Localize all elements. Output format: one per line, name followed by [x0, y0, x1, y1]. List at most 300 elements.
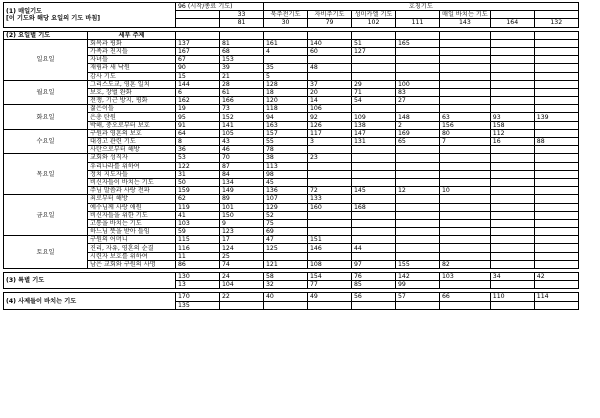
value-cell — [440, 236, 491, 244]
value-cell: 83 — [396, 88, 440, 96]
value-cell: 170 — [176, 293, 220, 301]
value-cell: 134 — [220, 178, 264, 186]
litany-header: 호칭기도 — [264, 3, 579, 11]
value-cell — [352, 72, 396, 80]
value-cell: 103 — [176, 219, 220, 227]
value-cell: 90 — [176, 64, 220, 72]
value-cell — [490, 187, 534, 195]
value-cell: 100 — [396, 80, 440, 88]
empty-cell — [490, 31, 534, 39]
value-cell — [352, 170, 396, 178]
value-cell: 72 — [308, 187, 352, 195]
day-label: 금요일 — [4, 195, 88, 236]
empty-cell — [396, 31, 440, 39]
daily-prayer-title — [4, 3, 176, 28]
topic-cell: 감사 기도 — [88, 72, 176, 80]
value-cell — [396, 47, 440, 55]
value-cell: 28 — [220, 80, 264, 88]
value-cell: 106 — [308, 105, 352, 113]
header-number: 143 — [440, 19, 491, 27]
value-cell — [440, 162, 491, 170]
value-cell: 68 — [220, 47, 264, 55]
topic-cell: 죄로부터 해방 — [88, 195, 176, 203]
topic-cell: 정치 지도자들 — [88, 170, 176, 178]
value-cell — [352, 236, 396, 244]
table-row — [4, 195, 579, 203]
topic-cell: 자녀들 — [88, 56, 176, 64]
value-cell — [534, 170, 578, 178]
topic-cell: 남은 교회와 구원의 사명 — [88, 260, 176, 268]
value-cell — [440, 72, 491, 80]
value-cell — [396, 236, 440, 244]
topic-cell: 사탄으로부터 해방 — [88, 146, 176, 154]
value-cell: 118 — [264, 105, 308, 113]
value-cell: 160 — [308, 203, 352, 211]
value-cell — [352, 162, 396, 170]
value-cell: 120 — [264, 97, 308, 105]
value-cell — [308, 228, 352, 236]
value-cell — [490, 219, 534, 227]
value-cell — [534, 154, 578, 162]
table-row — [4, 138, 579, 146]
value-cell — [490, 178, 534, 186]
value-cell: 157 — [264, 129, 308, 137]
table-row — [4, 72, 579, 80]
value-cell — [440, 301, 491, 309]
value-cell — [352, 228, 396, 236]
value-cell — [490, 260, 534, 268]
value-cell — [352, 211, 396, 219]
value-cell — [490, 203, 534, 211]
value-cell: 146 — [308, 244, 352, 252]
table-row — [4, 178, 579, 186]
table-row — [4, 105, 579, 113]
value-cell: 86 — [176, 260, 220, 268]
value-cell: 13 — [176, 281, 220, 289]
value-cell — [534, 281, 578, 289]
value-cell — [440, 170, 491, 178]
value-cell: 5 — [264, 72, 308, 80]
table-row — [4, 170, 579, 178]
value-cell — [440, 64, 491, 72]
topic-cell: 재림과 새 낙원 — [88, 64, 176, 72]
value-cell: 81 — [220, 39, 264, 47]
value-cell: 124 — [220, 244, 264, 252]
value-cell: 151 — [308, 236, 352, 244]
empty-cell — [220, 31, 264, 39]
value-cell: 147 — [352, 129, 396, 137]
value-cell: 115 — [176, 236, 220, 244]
value-cell: 168 — [352, 203, 396, 211]
header-number: 81 — [220, 19, 264, 27]
value-cell — [534, 47, 578, 55]
day-label: 목요일 — [4, 154, 88, 195]
value-cell — [534, 301, 578, 309]
value-cell: 49 — [308, 293, 352, 301]
value-cell: 74 — [220, 260, 264, 268]
value-cell: 82 — [440, 260, 491, 268]
value-cell: 156 — [440, 121, 491, 129]
value-cell: 78 — [264, 146, 308, 154]
topic-cell: 시련자 보호를 위하여 — [88, 252, 176, 260]
value-cell — [308, 301, 352, 309]
day-label: 월요일 — [4, 80, 88, 105]
value-cell — [396, 162, 440, 170]
value-cell: 88 — [534, 138, 578, 146]
value-cell — [396, 228, 440, 236]
value-cell: 10 — [440, 187, 491, 195]
value-cell: 119 — [176, 203, 220, 211]
value-cell — [308, 72, 352, 80]
value-cell: 70 — [220, 154, 264, 162]
value-cell: 62 — [176, 195, 220, 203]
value-cell: 47 — [264, 236, 308, 244]
table-row — [4, 244, 579, 252]
value-cell: 167 — [176, 47, 220, 55]
value-cell — [308, 178, 352, 186]
value-cell: 162 — [176, 97, 220, 105]
value-cell — [352, 154, 396, 162]
value-cell — [534, 146, 578, 154]
value-cell — [534, 260, 578, 268]
value-cell: 32 — [264, 281, 308, 289]
value-cell — [490, 47, 534, 55]
day-label: 일요일 — [4, 39, 88, 80]
empty-cell — [440, 31, 491, 39]
value-cell: 84 — [220, 170, 264, 178]
value-cell — [490, 154, 534, 162]
value-cell — [490, 281, 534, 289]
section4-row — [4, 293, 579, 301]
value-cell: 149 — [220, 187, 264, 195]
value-cell — [440, 154, 491, 162]
value-cell: 44 — [352, 244, 396, 252]
value-cell: 9 — [220, 219, 264, 227]
value-cell: 22 — [220, 293, 264, 301]
table-row — [4, 129, 579, 137]
table-row — [4, 162, 579, 170]
value-cell: 48 — [308, 64, 352, 72]
topic-cell: 젊은이들 — [88, 105, 176, 113]
value-cell: 42 — [534, 273, 578, 281]
value-cell: 51 — [352, 39, 396, 47]
table-row — [4, 260, 579, 268]
value-cell: 8 — [176, 138, 220, 146]
value-cell — [440, 195, 491, 203]
value-cell: 105 — [220, 129, 264, 137]
value-cell — [396, 154, 440, 162]
value-cell — [396, 146, 440, 154]
header-cell — [176, 11, 220, 19]
table-row — [4, 228, 579, 236]
topic-cell: 가족과 친지들 — [88, 47, 176, 55]
value-cell — [352, 56, 396, 64]
value-cell: 37 — [308, 80, 352, 88]
value-cell — [490, 80, 534, 88]
value-cell: 67 — [176, 56, 220, 64]
value-cell: 35 — [264, 64, 308, 72]
value-cell: 34 — [490, 273, 534, 281]
value-cell — [534, 236, 578, 244]
value-cell: 12 — [396, 187, 440, 195]
value-cell — [490, 39, 534, 47]
value-cell: 140 — [308, 39, 352, 47]
value-cell — [308, 219, 352, 227]
value-cell: 63 — [440, 113, 491, 121]
value-cell — [352, 219, 396, 227]
title-line-1: (1) 매일기도 — [6, 7, 43, 15]
value-cell: 159 — [176, 187, 220, 195]
value-cell: 75 — [264, 219, 308, 227]
value-cell — [490, 56, 534, 64]
topic-cell: 하느님 뜻을 받아 들임 — [88, 228, 176, 236]
section-title: (2) 요일별 기도 — [4, 31, 88, 39]
value-cell: 85 — [352, 281, 396, 289]
value-cell — [440, 281, 491, 289]
value-cell: 125 — [264, 244, 308, 252]
value-cell — [534, 178, 578, 186]
value-cell: 89 — [220, 195, 264, 203]
value-cell — [308, 170, 352, 178]
value-cell — [308, 146, 352, 154]
value-cell: 16 — [490, 138, 534, 146]
value-cell: 107 — [264, 195, 308, 203]
topic-cell: 대경고 관련 기도 — [88, 138, 176, 146]
value-cell: 154 — [308, 273, 352, 281]
value-cell — [352, 178, 396, 186]
value-cell: 54 — [352, 97, 396, 105]
col-96-header: 96 (시작/종료 기도) — [176, 3, 264, 11]
value-cell: 150 — [220, 211, 264, 219]
value-cell — [396, 244, 440, 252]
value-cell: 144 — [176, 80, 220, 88]
value-cell — [440, 252, 491, 260]
value-cell — [490, 195, 534, 203]
value-cell: 57 — [396, 293, 440, 301]
subheader-cell: 매일 바치는 기도 — [440, 11, 491, 19]
topic-cell: 우리나라를 위하여 — [88, 162, 176, 170]
value-cell — [352, 105, 396, 113]
value-cell: 80 — [440, 129, 491, 137]
value-cell: 166 — [220, 97, 264, 105]
table-row — [4, 203, 579, 211]
value-cell: 129 — [264, 203, 308, 211]
value-cell: 17 — [220, 236, 264, 244]
value-cell — [490, 228, 534, 236]
value-cell — [534, 56, 578, 64]
value-cell: 39 — [220, 64, 264, 72]
section-2-header — [4, 31, 579, 39]
value-cell: 25 — [220, 252, 264, 260]
value-cell: 19 — [176, 105, 220, 113]
topic-cell: 예수님께 사랑 애원 — [88, 203, 176, 211]
value-cell: 101 — [220, 203, 264, 211]
value-cell — [264, 56, 308, 64]
value-cell — [264, 252, 308, 260]
value-cell: 64 — [176, 129, 220, 137]
value-cell: 139 — [534, 113, 578, 121]
topic-cell: 진리, 자유, 영혼의 순결 — [88, 244, 176, 252]
value-cell — [490, 236, 534, 244]
value-cell — [440, 219, 491, 227]
value-cell — [396, 72, 440, 80]
value-cell — [308, 211, 352, 219]
value-cell — [534, 203, 578, 211]
value-cell: 135 — [176, 301, 220, 309]
value-cell — [440, 228, 491, 236]
value-cell: 114 — [534, 293, 578, 301]
day-label: 화요일 — [4, 105, 88, 130]
value-cell: 29 — [352, 80, 396, 88]
value-cell: 163 — [264, 121, 308, 129]
value-cell — [534, 228, 578, 236]
value-cell: 99 — [396, 281, 440, 289]
value-cell: 24 — [220, 273, 264, 281]
topic-cell: 박해, 중오로부터 보호 — [88, 121, 176, 129]
topic-cell: 전쟁, 기근 방지, 평화 — [88, 97, 176, 105]
value-cell: 55 — [264, 138, 308, 146]
subheader-cell: 묵주전기도 — [264, 11, 308, 19]
table-row — [4, 187, 579, 195]
value-cell: 66 — [440, 293, 491, 301]
header-number: 30 — [264, 19, 308, 27]
value-cell — [534, 129, 578, 137]
table-row — [4, 88, 579, 96]
value-cell: 76 — [352, 273, 396, 281]
subheader-cell: 성미카엘 기도 — [352, 11, 396, 19]
value-cell: 20 — [308, 88, 352, 96]
value-cell: 148 — [396, 113, 440, 121]
value-cell: 104 — [220, 281, 264, 289]
value-cell — [490, 88, 534, 96]
day-label: 토요일 — [4, 236, 88, 269]
value-cell: 31 — [176, 170, 220, 178]
value-cell — [352, 301, 396, 309]
value-cell: 69 — [264, 228, 308, 236]
value-cell: 73 — [220, 105, 264, 113]
value-cell — [534, 219, 578, 227]
value-cell: 109 — [352, 113, 396, 121]
title-line-2: [이 기도와 해당 요일의 기도 바침] — [6, 14, 101, 22]
value-cell: 53 — [176, 154, 220, 162]
value-cell: 141 — [220, 121, 264, 129]
value-cell — [490, 211, 534, 219]
value-cell — [534, 252, 578, 260]
value-cell — [534, 105, 578, 113]
value-cell — [534, 121, 578, 129]
value-cell: 59 — [176, 228, 220, 236]
value-cell: 123 — [220, 228, 264, 236]
value-cell — [396, 301, 440, 309]
value-cell — [490, 252, 534, 260]
value-cell: 52 — [264, 211, 308, 219]
value-cell: 122 — [176, 162, 220, 170]
value-cell: 133 — [308, 195, 352, 203]
subheader-cell: 33 — [220, 11, 264, 19]
header-number: 111 — [396, 19, 440, 27]
value-cell — [352, 146, 396, 154]
value-cell — [396, 170, 440, 178]
value-cell — [308, 252, 352, 260]
value-cell: 153 — [220, 56, 264, 64]
value-cell: 61 — [220, 88, 264, 96]
header-number: 164 — [490, 19, 534, 27]
value-cell: 155 — [396, 260, 440, 268]
value-cell: 27 — [396, 97, 440, 105]
table-row — [4, 121, 579, 129]
section3-row — [4, 273, 579, 281]
topic-cell: 교회와 성직자 — [88, 154, 176, 162]
topic-cell: 비신자들을 위한 기도 — [88, 211, 176, 219]
value-cell: 128 — [264, 80, 308, 88]
value-cell — [490, 97, 534, 105]
topic-cell: 구원과 영혼의 보호 — [88, 129, 176, 137]
value-cell — [490, 105, 534, 113]
value-cell — [440, 203, 491, 211]
topic-cell: 그리스도교, 영혼 일치 — [88, 80, 176, 88]
value-cell — [440, 47, 491, 55]
value-cell — [396, 105, 440, 113]
header-number: 102 — [352, 19, 396, 27]
value-cell: 152 — [220, 113, 264, 121]
value-cell: 116 — [176, 244, 220, 252]
header-row-1 — [4, 3, 579, 11]
value-cell — [352, 195, 396, 203]
value-cell — [308, 162, 352, 170]
value-cell — [534, 195, 578, 203]
topic-cell: 보호, 장벌 완화 — [88, 88, 176, 96]
topic-cell: 회복과 평화 — [88, 39, 176, 47]
header-number: 79 — [308, 19, 352, 27]
day-label: 수요일 — [4, 129, 88, 154]
value-cell: 6 — [176, 88, 220, 96]
value-cell: 91 — [176, 121, 220, 129]
value-cell: 21 — [220, 72, 264, 80]
table-row — [4, 146, 579, 154]
value-cell: 60 — [308, 47, 352, 55]
value-cell: 93 — [490, 113, 534, 121]
value-cell: 15 — [176, 72, 220, 80]
subheader-cell — [396, 11, 440, 19]
value-cell — [308, 56, 352, 64]
value-cell: 112 — [490, 129, 534, 137]
value-cell: 50 — [176, 178, 220, 186]
value-cell: 3 — [308, 138, 352, 146]
value-cell: 113 — [264, 162, 308, 170]
value-cell — [352, 64, 396, 72]
value-cell: 23 — [308, 154, 352, 162]
value-cell — [440, 39, 491, 47]
value-cell — [396, 195, 440, 203]
value-cell: 36 — [176, 146, 220, 154]
value-cell: 56 — [352, 293, 396, 301]
subheader-cell: 자비주기도 — [308, 11, 352, 19]
value-cell: 43 — [220, 138, 264, 146]
empty-cell — [176, 31, 220, 39]
value-cell: 161 — [264, 39, 308, 47]
value-cell: 131 — [352, 138, 396, 146]
value-cell: 38 — [264, 154, 308, 162]
value-cell: 45 — [264, 178, 308, 186]
value-cell — [534, 211, 578, 219]
value-cell — [264, 301, 308, 309]
value-cell: 2 — [396, 121, 440, 129]
value-cell: 142 — [396, 273, 440, 281]
value-cell: 108 — [308, 260, 352, 268]
value-cell: 121 — [264, 260, 308, 268]
value-cell — [440, 56, 491, 64]
subheader-cell — [534, 11, 578, 19]
